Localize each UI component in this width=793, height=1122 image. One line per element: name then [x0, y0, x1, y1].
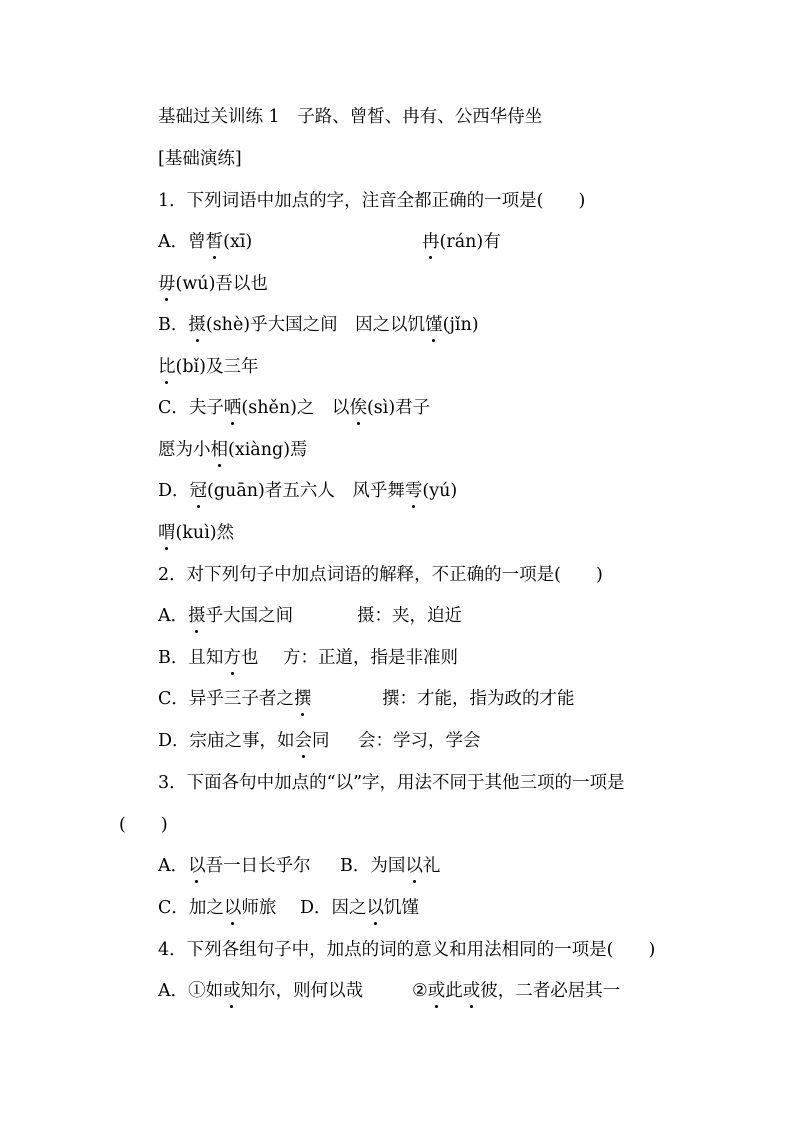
q2-option-a: A．摄乎大国之间 — [158, 606, 294, 626]
option-label: A． — [158, 981, 189, 1001]
dotted-char: 毋 — [158, 274, 176, 294]
q1-option-b: B．摄(shè)乎大国之间 因之以饥馑(jǐn) — [158, 315, 479, 335]
dotted-char: 方 — [223, 648, 241, 668]
q2-option-d: D．宗庙之事，如会同 — [158, 731, 330, 751]
dotted-char: 雩 — [404, 481, 423, 501]
dotted-char: 撰 — [293, 689, 312, 709]
dotted-char: 喟 — [158, 523, 176, 543]
option-label: D． — [158, 731, 190, 751]
worksheet-title: 基础过关训练 1 子路、曾皙、冉有、公西华侍坐 — [158, 107, 543, 127]
q4-option-a: A．①如或知尔，则何以哉 — [158, 981, 364, 1001]
option-label: D． — [158, 481, 190, 501]
q2-option-b-explanation: 方：正道，指是非准则 — [283, 648, 458, 668]
q1-option-a-line2: 毋(wú)吾以也 — [158, 274, 268, 294]
q3-option-d: D．因之以饥馑 — [300, 898, 420, 918]
dotted-char: 会 — [294, 731, 313, 751]
q1-option-d-line2: 喟(kuì)然 — [158, 523, 235, 543]
section-heading: [基础演练] — [158, 149, 242, 169]
q2-option-b: B．且知方也 — [158, 648, 259, 668]
q3-option-b: B．为国以礼 — [340, 856, 441, 876]
option-label: A． — [158, 232, 189, 252]
q1-option-a-cont: 冉(rán)有 — [422, 232, 501, 252]
option-label: C． — [158, 689, 189, 709]
option-label: B． — [158, 648, 189, 668]
question-4-stem: 4．下列各组句子中，加点的词的意义和用法相同的一项是( ) — [158, 940, 656, 960]
dotted-char: 摄 — [188, 315, 206, 335]
dotted-char: 比 — [158, 357, 176, 377]
option-label: B． — [340, 856, 371, 876]
dotted-char: 冠 — [189, 481, 208, 501]
option-label: A． — [158, 856, 189, 876]
dotted-char: 或 — [223, 981, 241, 1001]
dotted-char: 皙 — [205, 232, 224, 252]
option-label: A． — [158, 606, 189, 626]
dotted-char: 以 — [405, 856, 423, 876]
q3-option-a: A．以吾一日长乎尔 — [158, 856, 311, 876]
dotted-char: 哂 — [223, 398, 242, 418]
dotted-char: 摄 — [188, 606, 206, 626]
option-label: D． — [300, 898, 332, 918]
q2-option-c-explanation: 撰：才能，指为政的才能 — [382, 689, 575, 709]
dotted-char: 以 — [188, 856, 206, 876]
dotted-char: 冉 — [422, 232, 440, 252]
q2-option-d-explanation: 会：学习，学会 — [358, 731, 481, 751]
q2-option-c: C．异乎三子者之撰 — [158, 689, 312, 709]
question-2-stem: 2．对下列句子中加点词语的解释，不正确的一项是( ) — [158, 565, 603, 585]
dotted-char: 馑 — [425, 315, 443, 335]
dotted-char: 俟 — [349, 398, 367, 418]
q1-option-d: D．冠(guān)者五六人 风乎舞雩(yú) — [158, 481, 458, 501]
q1-option-b-line2: 比(bǐ)及三年 — [158, 357, 259, 377]
dotted-char: 以 — [223, 898, 242, 918]
q1-option-a: A．曾皙(xī) — [158, 232, 253, 252]
dotted-char: 或 — [462, 981, 481, 1001]
q2-option-a-explanation: 摄：夹，迫近 — [357, 606, 462, 626]
question-3-stem: 3．下面各句中加点的“以”字，用法不同于其他三项的一项是 — [158, 773, 625, 793]
question-3-paren: ( ) — [119, 815, 168, 835]
dotted-char: 相 — [210, 440, 228, 460]
option-label: C． — [158, 898, 189, 918]
dotted-char: 以 — [366, 898, 385, 918]
option-label: C． — [158, 398, 189, 418]
q4-option-a-part2: ②或此或彼，二者必居其一 — [412, 981, 621, 1001]
q1-option-c-line2: 愿为小相(xiàng)焉 — [158, 440, 308, 460]
question-1-stem: 1．下列词语中加点的字，注音全都正确的一项是( ) — [158, 191, 586, 211]
q3-option-c: C．加之以师旅 — [158, 898, 277, 918]
option-label: B． — [158, 315, 189, 335]
dotted-char: 或 — [427, 981, 446, 1001]
q1-option-c: C．夫子哂(shěn)之 以俟(sì)君子 — [158, 398, 431, 418]
